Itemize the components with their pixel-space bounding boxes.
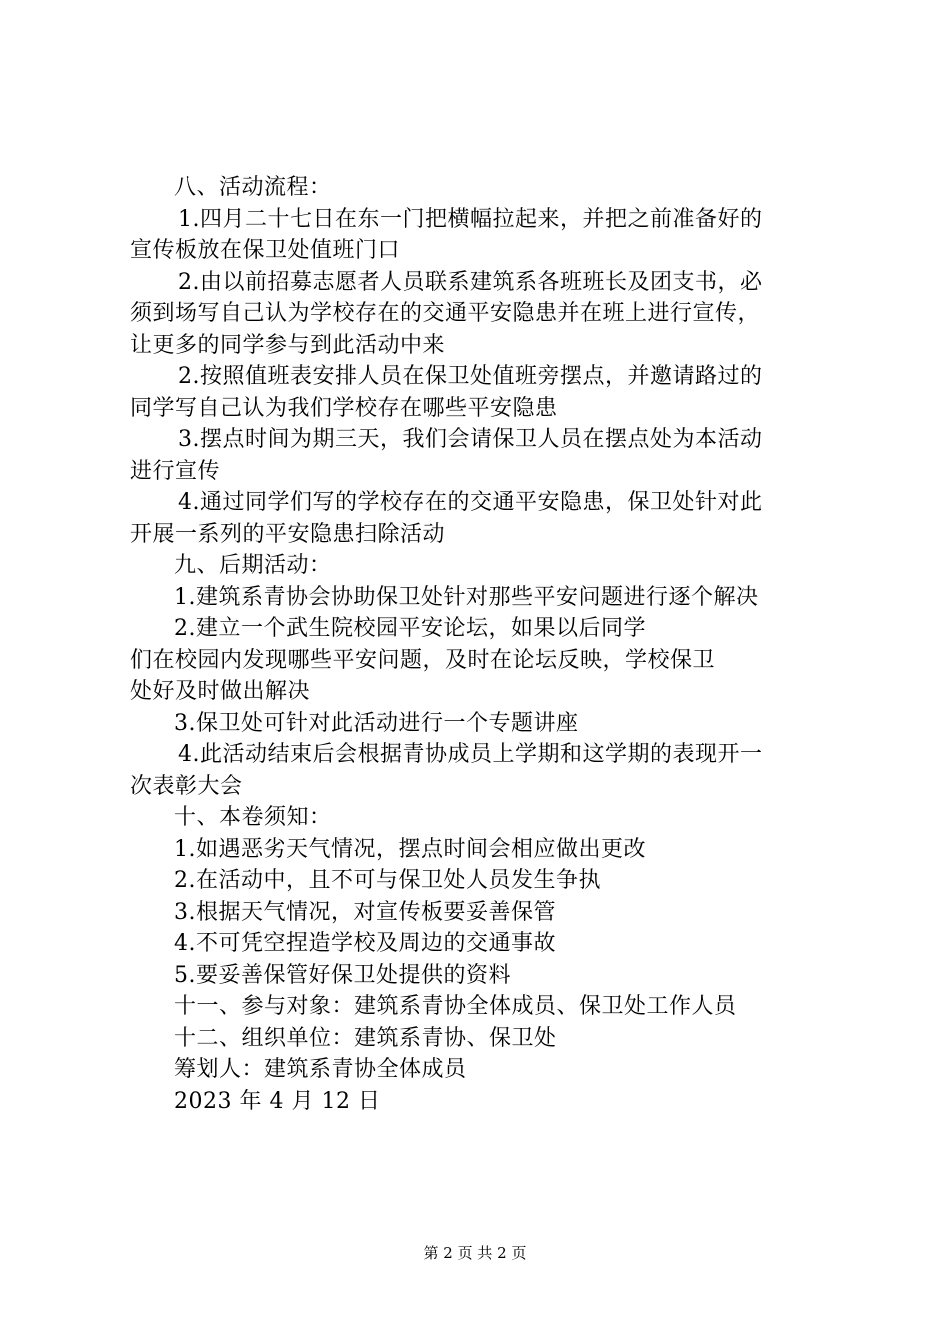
paragraph-line: 2.建立一个武生院校园平安论坛，如果以后同学: [174, 616, 646, 641]
section-heading-10: 十、本卷须知：: [174, 805, 332, 830]
paragraph-line: 同学写自己认为我们学校存在哪些平安隐患: [130, 395, 558, 421]
paragraph-line: 4.通过同学们写的学校存在的交通平安隐患，保卫处针对此: [178, 490, 763, 515]
paragraph-line: 们在校园内发现哪些平安问题，及时在论坛反映，学校保卫: [130, 647, 716, 673]
paragraph-line: 1.建筑系青协会协助保卫处针对那些平安问题进行逐个解决: [174, 584, 759, 610]
paragraph-line: 让更多的同学参与到此活动中来: [130, 332, 446, 358]
paragraph-line: 3.根据天气情况，对宣传板要妥善保管: [174, 899, 556, 925]
paragraph-line: 1.四月二十七日在东一门把横幅拉起来，并把之前准备好的: [178, 206, 763, 232]
paragraph-line: 处好及时做出解决: [130, 679, 311, 704]
paragraph-line: 2.在活动中，且不可与保卫处人员发生争执: [174, 868, 601, 893]
section-heading-8: 八、活动流程：: [174, 175, 332, 200]
page-footer: 第 2 页 共 2 页: [423, 1244, 527, 1262]
paragraph-line: 宣传板放在保卫处值班门口: [130, 238, 401, 263]
paragraph-line: 进行宣传: [130, 458, 221, 484]
paragraph-line: 1.如遇恶劣天气情况，摆点时间会相应做出更改: [174, 836, 646, 862]
date-line: 2023 年 4 月 12 日: [174, 1088, 381, 1114]
paragraph-line: 次表彰大会: [130, 773, 243, 799]
paragraph-line: 3.保卫处可针对此活动进行一个专题讲座: [174, 710, 579, 736]
paragraph-line: 3.摆点时间为期三天，我们会请保卫人员在摆点处为本活动: [178, 427, 763, 452]
paragraph-line: 开展一系列的平安隐患扫除活动: [130, 521, 446, 547]
paragraph-line: 5.要妥善保管好保卫处提供的资料: [174, 962, 511, 988]
planner-line: 筹划人：建筑系青协全体成员: [174, 1057, 467, 1082]
section-heading-9: 九、后期活动：: [174, 553, 332, 578]
paragraph-line: 4.不可凭空捏造学校及周边的交通事故: [174, 931, 556, 956]
paragraph-line: 4.此活动结束后会根据青协成员上学期和这学期的表现开一: [178, 742, 763, 767]
section-heading-12: 十二、组织单位：建筑系青协、保卫处: [174, 1025, 557, 1051]
document-body: [130, 172, 840, 1117]
paragraph-line: 须到场写自己认为学校存在的交通平安隐患并在班上进行宣传，: [130, 301, 761, 326]
paragraph-line: 2.由以前招募志愿者人员联系建筑系各班班长及团支书，必: [178, 269, 763, 295]
paragraph-line: 2.按照值班表安排人员在保卫处值班旁摆点，并邀请路过的: [178, 364, 763, 389]
section-heading-11: 十一、参与对象：建筑系青协全体成员、保卫处工作人员: [174, 994, 737, 1019]
